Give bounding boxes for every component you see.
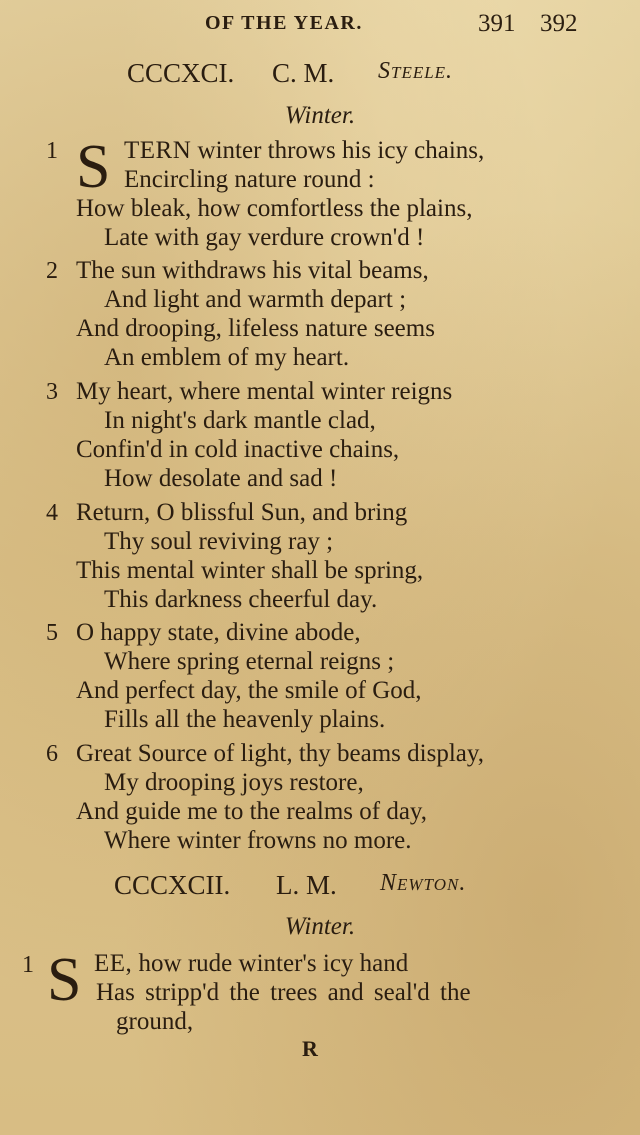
verse-line: Where spring eternal reigns ; (104, 648, 395, 675)
page-number-right: 392 (540, 10, 578, 37)
page-number-left: 391 (478, 10, 516, 37)
verse-line: And light and warmth depart ; (104, 286, 407, 313)
verse-line: Great Source of light, thy beams display, (76, 740, 485, 767)
verse-number: 5 (46, 620, 58, 646)
hymn-subtitle: Winter. (284, 913, 356, 940)
verse-number: 3 (46, 379, 58, 405)
verse-line: Thy soul reviving ray ; (104, 528, 334, 555)
verse-line: How desolate and sad ! (104, 465, 338, 492)
verse-line: This darkness cheerful day. (104, 586, 378, 613)
hymn-number: CCCXCI. (127, 58, 235, 88)
verse-line: And perfect day, the smile of God, (76, 677, 422, 704)
verse-line: In night's dark mantle clad, (104, 407, 376, 434)
verse-line: Return, O blissful Sun, and bring (76, 499, 408, 526)
verse-line: My drooping joys restore, (104, 769, 364, 796)
drop-cap: S (76, 133, 111, 201)
verse-line: An emblem of my heart. (104, 344, 350, 371)
verse-line: Has stripp'd the trees and seal'd the (96, 979, 471, 1006)
hymn-number: CCCXCII. (114, 870, 231, 900)
verse-line: My heart, where mental winter reigns (76, 378, 453, 405)
verse-line: And drooping, lifeless nature seems (76, 315, 435, 342)
hymn-heading (0, 58, 640, 92)
verse-line: Where winter frowns no more. (104, 827, 412, 854)
hymn-meter: C. M. (272, 58, 335, 88)
verse-line: O happy state, divine abode, (76, 619, 361, 646)
page-header (0, 10, 640, 40)
hymn-author: Newton. (380, 870, 467, 896)
running-head: OF THE YEAR. (205, 12, 363, 34)
verse-number: 1 (22, 952, 34, 978)
verse-line: How bleak, how comfortless the plains, (76, 195, 473, 222)
verse-number: 4 (46, 500, 58, 526)
verse-line: The sun withdraws his vital beams, (76, 257, 429, 284)
drop-cap: S (47, 946, 82, 1014)
verse-line: Fills all the heavenly plains. (104, 706, 386, 733)
verse-number: 2 (46, 258, 58, 284)
verse-line: And guide me to the realms of day, (76, 798, 428, 825)
verse-line: Late with gay verdure crown'd ! (104, 224, 425, 251)
verse-number: 6 (46, 741, 58, 767)
hymn-meter: L. M. (276, 870, 337, 900)
hymn-heading (0, 870, 640, 904)
hymn-subtitle: Winter. (284, 102, 356, 129)
verse-line: Confin'd in cold inactive chains, (76, 436, 400, 463)
verse-line: winter throws his icy chains, (197, 137, 485, 164)
hymn-author: Steele. (378, 58, 454, 84)
first-word-caps: EE, (94, 950, 133, 977)
verse-line: Encircling nature round : (124, 166, 375, 193)
verse-line: how rude winter's icy hand (138, 950, 409, 977)
first-word-caps: TERN (124, 137, 192, 164)
printer-signature-mark: R (302, 1036, 318, 1061)
verse-line: This mental winter shall be spring, (76, 557, 424, 584)
verse-line: ground, (116, 1008, 194, 1035)
verse-number: 1 (46, 138, 58, 164)
